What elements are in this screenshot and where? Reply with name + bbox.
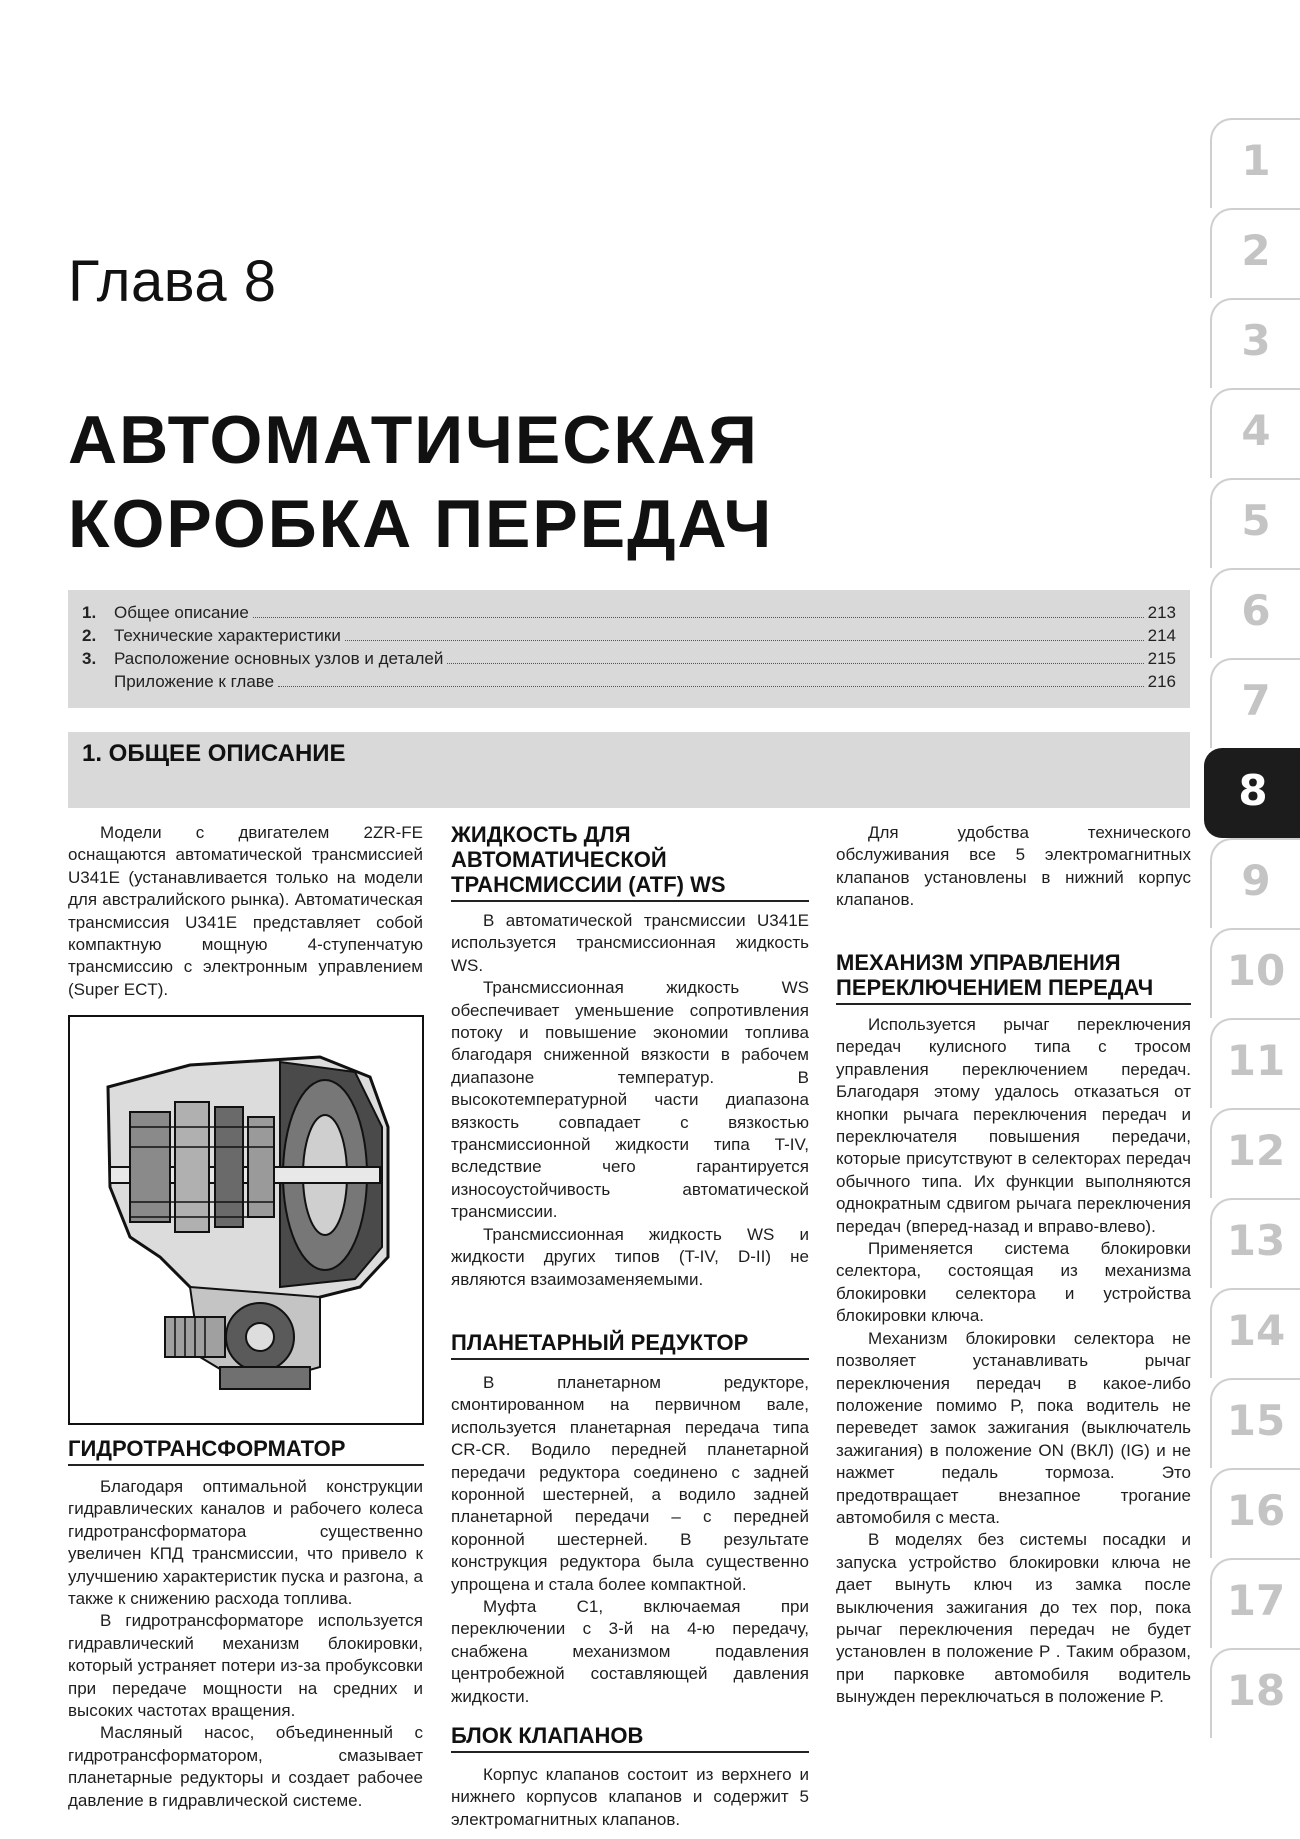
chapter-tab-label: 17 [1226,1576,1286,1625]
paragraph: Масляный насос, объединенный с гидротрансформатором, смазывает планетарные редукторы и создает рабочее давление в гидравлической системе. [68,1723,423,1810]
chapter-tab-11[interactable] [1210,1018,1300,1108]
heading-line: ТРАНСМИССИИ (ATF) WS [451,872,726,897]
heading-text: ПЛАНЕТАРНЫЙ РЕДУКТОР [451,1330,749,1355]
chapter-tab-label: 11 [1226,1036,1286,1085]
section-heading: 1. ОБЩЕЕ ОПИСАНИЕ [82,740,346,767]
heading-line: МЕХАНИЗМ УПРАВЛЕНИЯ [836,950,1121,975]
chapter-tab-6[interactable] [1210,568,1300,658]
chapter-tab-label: 4 [1241,406,1271,455]
chapter-tab-4[interactable] [1210,388,1300,478]
chapter-label: Глава 8 [68,249,277,314]
chapter-tabs [1204,118,1300,1738]
heading-text: БЛОК КЛАПАНОВ [451,1723,644,1748]
heading-line: ЖИДКОСТЬ ДЛЯ [451,822,631,847]
toc-page: 213 [1147,603,1176,622]
toc-page: 214 [1147,626,1176,645]
chapter-tab-1[interactable] [1210,118,1300,208]
section-banner [68,732,1190,808]
chapter-tab-12[interactable] [1210,1108,1300,1198]
chapter-tab-label: 16 [1226,1486,1286,1535]
chapter-tab-15[interactable] [1210,1378,1300,1468]
chapter-tab-17[interactable] [1210,1558,1300,1648]
paragraph: Для удобства технического обслуживания все 5 электромагнитных клапанов установлены в нижний корпус клапанов. [836,823,1191,910]
chapter-tab-10[interactable] [1210,928,1300,1018]
section-heading-torque-converter [68,1436,424,1466]
column-2-atf-text [451,910,809,1291]
chapter-tab-label: 12 [1226,1126,1286,1175]
column-1-intro [68,822,423,1001]
chapter-tab-label: 7 [1241,676,1271,725]
heading-text: ГИДРОТРАНСФОРМАТОР [68,1436,346,1461]
chapter-tab-16[interactable] [1210,1468,1300,1558]
paragraph: Модели с двигателем 2ZR-FE оснащаются автоматической трансмиссией U341E (устанавливается только на модели для австралийского рынка). Автоматическая трансмиссия U341E представляет собой компактную мощную 4-ступенчатую трансмиссию с электронным управлением (Super ECT). [68,823,423,999]
toc-leader [278,686,1144,687]
toc-number: 1. [82,603,97,622]
paragraph: Трансмиссионная жидкость WS обеспечивает уменьшение сопротивления потоку и повышение экономии топлива благодаря сниженной вязкости в рабочем диапазоне температур. В высокотемпературной части диапазона вязкость совпадает с вязкостью трансмиссионной жидкости типа T-IV, вследствие чего гарантируется износоустойчивость автоматической трансмиссии. [451,978,809,1222]
chapter-tab-label: 1 [1241,136,1271,185]
chapter-tab-label: 13 [1226,1216,1286,1265]
toc-entry[interactable] [82,672,1176,695]
chapter-tab-label: 10 [1226,946,1286,995]
chapter-tab-label: 2 [1241,226,1271,275]
toc-title: Общее описание [114,603,249,622]
section-heading-planetary [451,1330,809,1360]
toc-entry[interactable] [82,626,1176,649]
paragraph: Механизм блокировки селектора не позволяет устанавливать рычаг переключения передач в какое-либо положение помимо P, пока водитель не переведет замок зажигания (выключатель зажигания) в положение ON (ВКЛ) (IG) и не нажмет педаль тормоза. Это предотвращает внезапное трогание автомобиля с места. [836,1328,1191,1527]
chapter-tab-label: 6 [1241,586,1271,635]
section-heading-valve-body [451,1723,809,1753]
chapter-tab-3[interactable] [1210,298,1300,388]
paragraph: Трансмиссионная жидкость WS и жидкости других типов (T-IV, D-II) не являются взаимозаменяемыми. [451,1224,809,1289]
chapter-tab-label: 8 [1238,766,1268,815]
toc-title: Приложение к главе [114,672,275,691]
chapter-title-line: КОРОБКА ПЕРЕДАЧ [68,486,774,562]
heading-line: ПЕРЕКЛЮЧЕНИЕМ ПЕРЕДАЧ [836,975,1154,1000]
toc-leader [447,663,1143,664]
chapter-title-line: АВТОМАТИЧЕСКАЯ [68,402,759,478]
column-2-valve-text [451,1764,809,1831]
chapter-tab-label: 15 [1226,1396,1286,1445]
toc-leader [253,617,1144,618]
column-1-torque-text [68,1476,423,1812]
paragraph: Муфта C1, включаемая при переключении с 3-й на 4-ю передачу, снабжена механизмом подавления центробежной составляющей давления жидкости. [451,1597,809,1706]
toc-page: 215 [1147,649,1176,668]
paragraph: В планетарном редукторе, смонтированном на первичном вале, используется планетарная передача типа CR-CR. Водило передней планетарной передачи редуктора соединено с задней коронной шестерней, а водило задней планетарной передачи – с передней коронной шестерней. В результате конструкция редуктора была существенно упрощена и стала более компактной. [451,1373,809,1594]
column-2-planetary-text [451,1372,809,1708]
column-3-shift-text [836,1014,1191,1709]
heading-line: АВТОМАТИЧЕСКОЙ [451,847,667,872]
toc-page: 216 [1147,672,1176,691]
paragraph: В моделях без системы посадки и запуска устройство блокировки ключа не дает вынуть ключ из замка после выключения зажигания до тех пор, пока рычаг переключения передач не будет установлен в положение P . Таким образом, при парковке автомобиля водитель вынужден переключаться в положение P. [836,1530,1191,1707]
chapter-tab-label: 9 [1241,856,1271,905]
section-heading-shift-control [836,950,1191,1005]
chapter-title [68,398,773,566]
toc-entry[interactable] [82,649,1176,672]
chapter-tab-9[interactable] [1210,838,1300,928]
chapter-tab-14[interactable] [1210,1288,1300,1378]
toc-leader [345,640,1144,641]
chapter-tab-label: 5 [1241,496,1271,545]
chapter-tab-2[interactable] [1210,208,1300,298]
paragraph: В автоматической трансмиссии U341E используется трансмиссионная жидкость WS. [451,911,809,975]
paragraph: В гидротрансформаторе используется гидравлический механизм блокировки, который устраняет потери из-за пробуксовки при передаче мощности на средних и высоких частотах вращения. [68,1611,423,1721]
paragraph: Благодаря оптимальной конструкции гидравлических каналов и рабочего колеса гидротрансформатора существенно увеличен КПД трансмиссии, что привело к улучшению характеристик пуска и разгона, а также к снижению расхода топлива. [68,1477,423,1609]
section-heading-atf [451,822,809,902]
chapter-tab-label: 14 [1226,1306,1286,1355]
paragraph: Используется рычаг переключения передач кулисного типа с тросом управления переключением передач. Благодаря этому удалось отказаться от кнопки рычага переключения передач и переключателя повышения передачи, которые присутствуют в селекторах передач обычного типа. Их функции выполняются однократным сдвигом рычага переключения передач (вперед-назад и вправо-влево). [836,1015,1191,1236]
toc-number: 3. [82,649,97,668]
transmission-cutaway-figure [68,1015,424,1425]
chapter-tab-7[interactable] [1210,658,1300,748]
chapter-tab-18[interactable] [1210,1648,1300,1738]
chapter-tab-label: 18 [1226,1666,1286,1715]
toc-title: Расположение основных узлов и деталей [114,649,444,668]
toc-entry[interactable] [82,603,1176,626]
chapter-tab-8[interactable] [1204,748,1300,838]
column-3-intro [836,822,1191,912]
paragraph: Корпус клапанов состоит из верхнего и нижнего корпусов клапанов и содержит 5 электромагнитных клапанов. [451,1765,809,1829]
toc-number: 2. [82,626,97,645]
transmission-cutaway-icon [70,1017,422,1423]
toc-title: Технические характеристики [114,626,341,645]
paragraph: Применяется система блокировки селектора, состоящая из механизма блокировки селектора и устройства блокировки ключа. [836,1239,1191,1326]
chapter-tab-5[interactable] [1210,478,1300,568]
chapter-tab-label: 3 [1241,316,1271,365]
table-of-contents [68,590,1190,708]
chapter-tab-13[interactable] [1210,1198,1300,1288]
